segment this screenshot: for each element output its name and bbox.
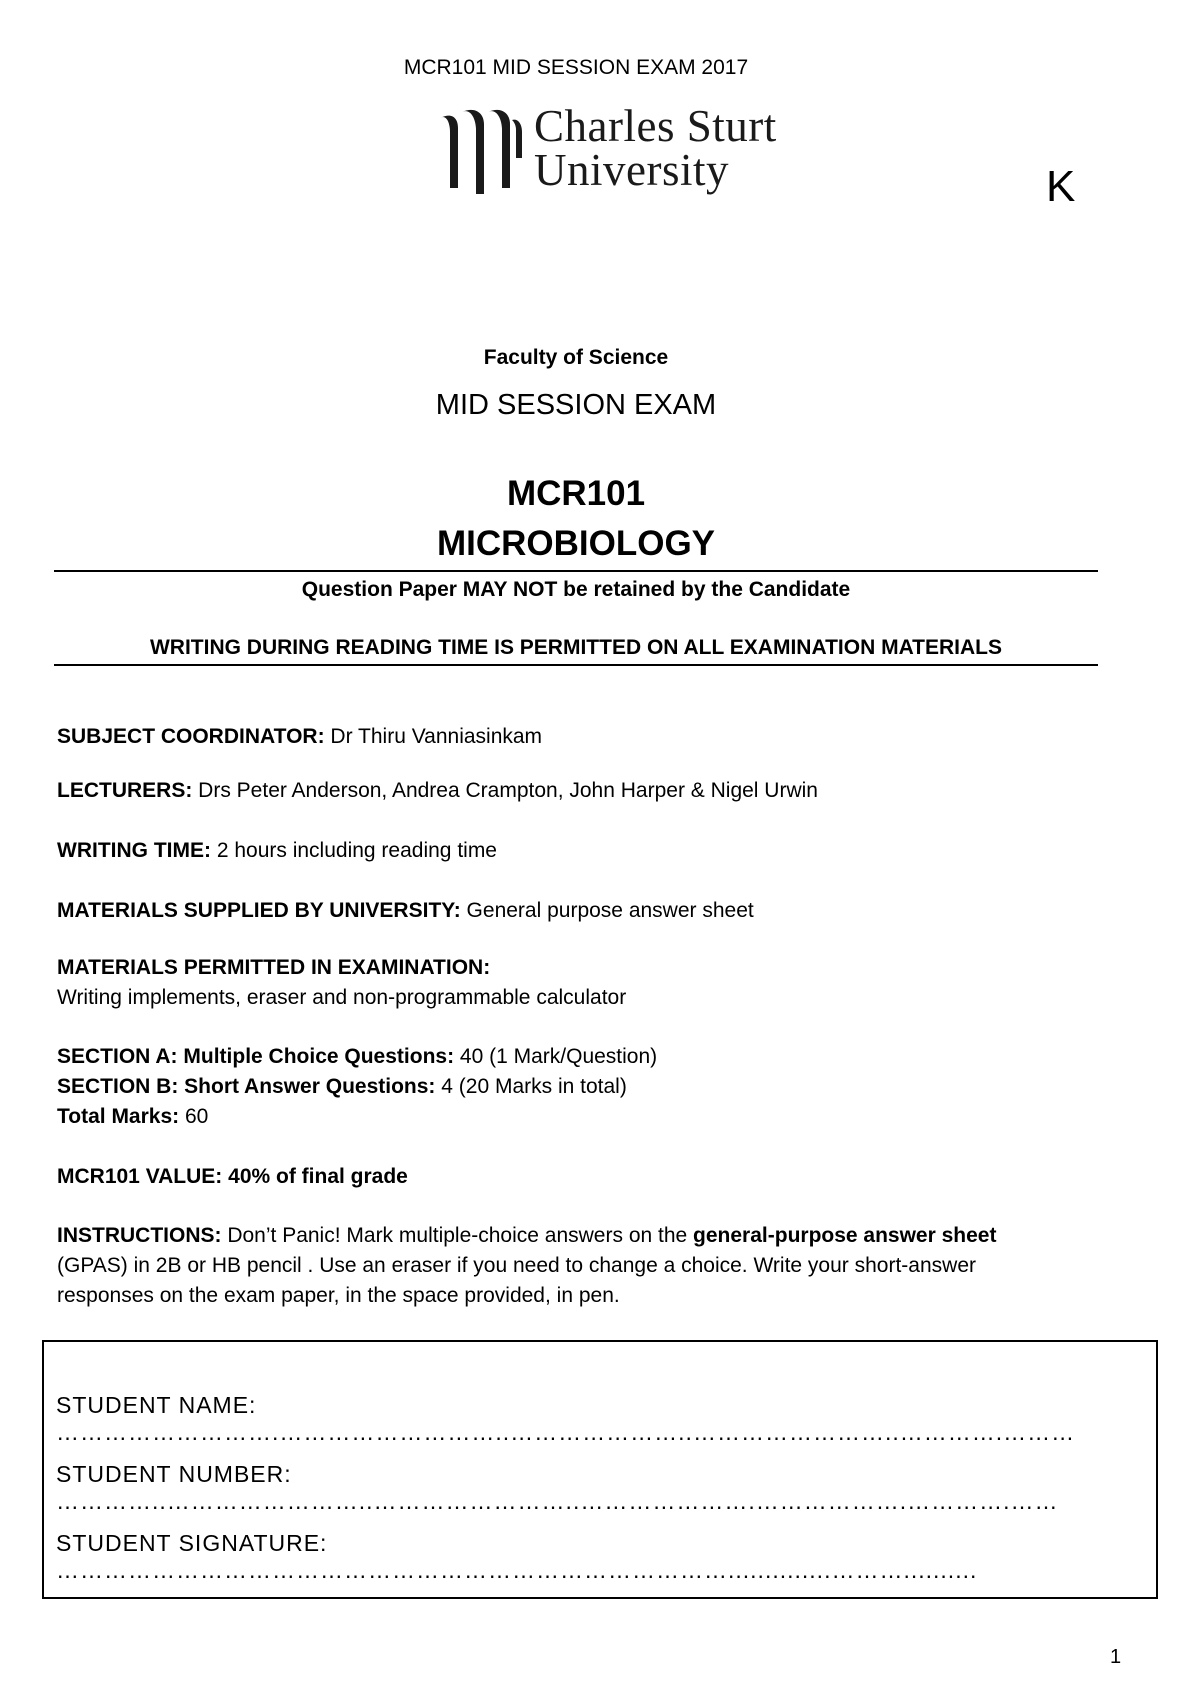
retention-notice: Question Paper MAY NOT be retained by the Candidate [301, 578, 851, 601]
materials-supplied-label: MATERIALS SUPPLIED BY UNIVERSITY: [57, 899, 461, 922]
student-signature-field[interactable]: STUDENT SIGNATURE: …………………………………………………………………………..............……….......... [56, 1530, 978, 1583]
materials-permitted-block [57, 953, 626, 1013]
lecturers-value: Drs Peter Anderson, Andrea Crampton, John Harper & Nigel Urwin [192, 779, 818, 802]
value-label: MCR101 VALUE: 40% of final grade [57, 1165, 408, 1188]
total-value: 60 [179, 1105, 209, 1128]
section-a-value: 40 (1 Mark/Question) [454, 1045, 658, 1068]
section-a-label: SECTION A: Multiple Choice Questions: [57, 1045, 455, 1068]
materials-permitted-label: MATERIALS PERMITTED IN EXAMINATION: [57, 956, 491, 979]
writing-time-label: WRITING TIME: [57, 839, 211, 862]
divider-bottom [54, 664, 1098, 666]
version-letter: K [1046, 162, 1076, 211]
university-logo [436, 101, 806, 204]
coordinator-value: Dr Thiru Vanniasinkam [324, 725, 543, 748]
instructions-text-1: Don’t Panic! Mark multiple-choice answers on the [221, 1224, 694, 1247]
total-label: Total Marks: [57, 1105, 180, 1128]
writing-notice: WRITING DURING READING TIME IS PERMITTED ON ALL EXAMINATION MATERIALS [149, 636, 1003, 659]
subject-name: MICROBIOLOGY [436, 524, 716, 563]
subject-code: MCR101 [506, 474, 646, 513]
coordinator-label: SUBJECT COORDINATOR: [57, 725, 325, 748]
instructions-bold: general-purpose answer sheet [693, 1224, 997, 1247]
materials-permitted-value: Writing implements, eraser and non-programmable calculator [57, 986, 627, 1009]
faculty-name: Faculty of Science [483, 346, 669, 369]
instructions-label: INSTRUCTIONS: [57, 1224, 222, 1247]
instructions-block [57, 1221, 1117, 1311]
logo-text-line2: University [534, 145, 729, 195]
lecturers-label: LECTURERS: [57, 779, 193, 802]
instructions-text-3: responses on the exam paper, in the space provided, in pen. [57, 1284, 620, 1307]
logo-text-line1: Charles Sturt [534, 101, 777, 151]
writing-time-line [57, 836, 497, 866]
lecturers-line [57, 776, 818, 806]
materials-supplied-line [57, 896, 754, 926]
value-line [57, 1162, 408, 1192]
divider-top [54, 570, 1098, 572]
page-number: 1 [1110, 1646, 1122, 1668]
exam-type: MID SESSION EXAM [435, 389, 717, 421]
instructions-text-2: (GPAS) in 2B or HB pencil . Use an eraser if you need to change a choice. Write your short-answer [57, 1254, 976, 1277]
csu-logo-icon [436, 108, 522, 198]
coordinator-line [57, 722, 542, 752]
section-b-value: 4 (20 Marks in total) [435, 1075, 627, 1098]
section-b-label: SECTION B: Short Answer Questions: [57, 1075, 436, 1098]
materials-supplied-value: General purpose answer sheet [460, 899, 754, 922]
student-number-field[interactable]: STUDENT NUMBER: …………..……………………..……………………..………………….……………….………….…… [56, 1461, 1059, 1514]
marks-block [57, 1042, 657, 1132]
writing-time-value: 2 hours including reading time [210, 839, 497, 862]
student-name-field[interactable]: STUDENT NAME: ……………………….………………………..…………………..……………………..………….……… [56, 1392, 1076, 1445]
running-header: MCR101 MID SESSION EXAM 2017 [403, 56, 749, 79]
